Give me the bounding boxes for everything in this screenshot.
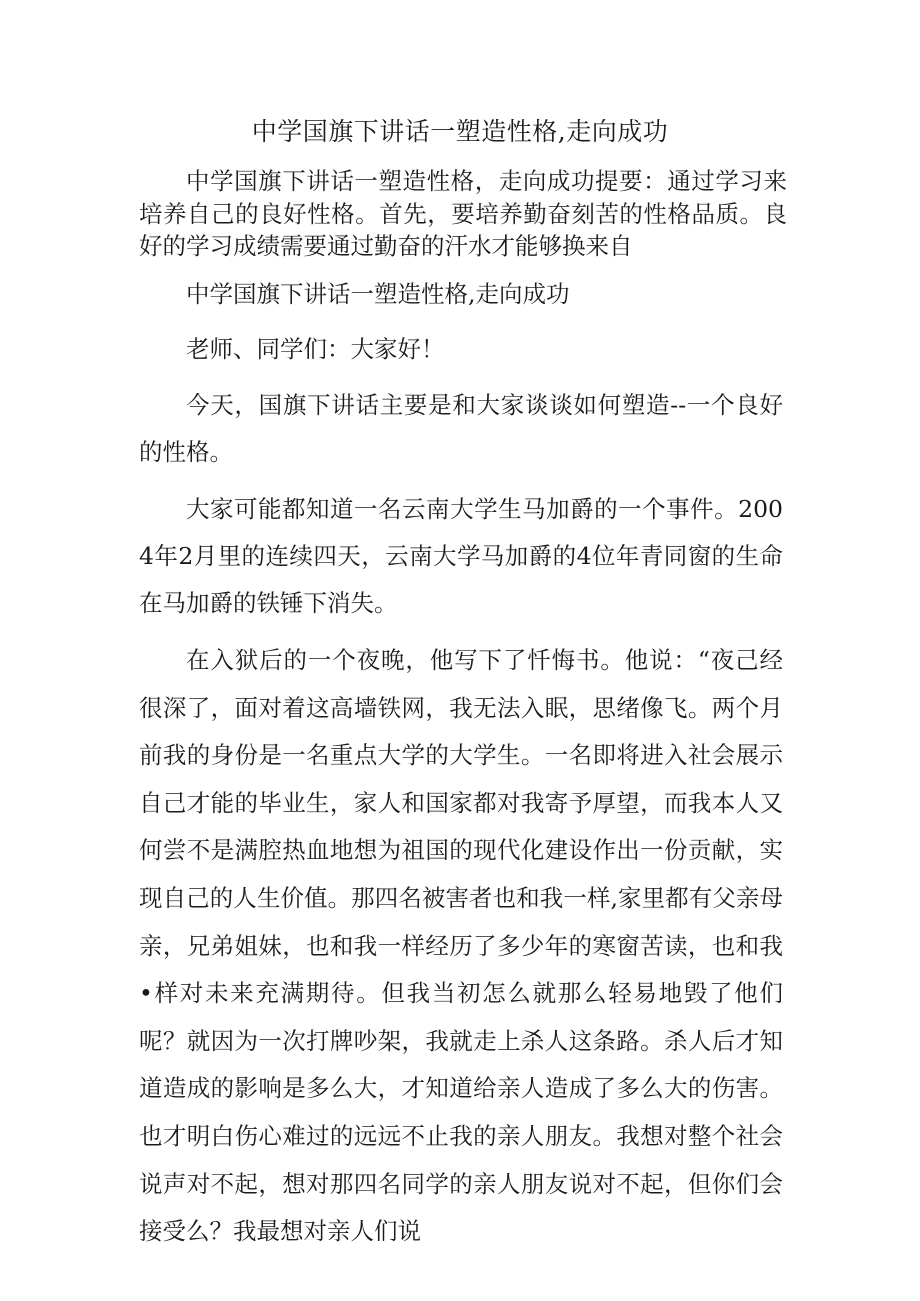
paragraph-event: 大家可能都知道一名云南大学生马加爵的一个事件。2004年2月里的连续四天，云南大学马加爵的4位年青同窗的生命在马加爵的铁锤下消失。 [139,495,783,617]
document-abstract: 中学国旗下讲话一塑造性格，走向成功提要：通过学习来培养自己的良好性格。首先，要培养勤奋刻苦的性格品质。良好的学习成绩需要通过勤奋的汗水才能够换来自 [139,167,787,260]
paragraph-confession: 在入狱后的一个夜晚，他写下了忏悔书。他说：“夜己经很深了，面对着这高墙铁网，我无法入眠，思绪像飞。两个月前我的身份是一名重点大学的大学生。一名即将进入社会展示自己才能的毕业生，家人和国家都对我寄予厚望，而我本人又何尝不是满腔热血地想为祖国的现代化建设作出一份贡献，实现自己的人生价值。那四名被害者也和我一样,家里都有父亲母亲，兄弟姐妹，也和我一样经历了多少年的寒窗苦读，也和我•样对未来充满期待。但我当初怎么就那么轻易地毁了他们呢？就因为一次打牌吵架，我就走上杀人这条路。杀人后才知道造成的影响是多么大，才知道给亲人造成了多么大的伤害。也才明白伤心难过的远远不止我的亲人朋友。我想对整个社会说声对不起，想对那四名同学的亲人朋友说对不起，但你们会接受么？我最想对亲人们说 [139,646,783,1246]
document-body [139,272,783,1266]
paragraph-intro: 今天，国旗下讲话主要是和大家谈谈如何塑造--一个良好的性格。 [139,391,783,466]
document-title: 中学国旗下讲话一塑造性格,走向成功 [251,117,669,146]
paragraph-greeting: 老师、同学们：大家好！ [186,335,445,363]
paragraph-heading: 中学国旗下讲话一塑造性格,走向成功 [186,280,570,308]
